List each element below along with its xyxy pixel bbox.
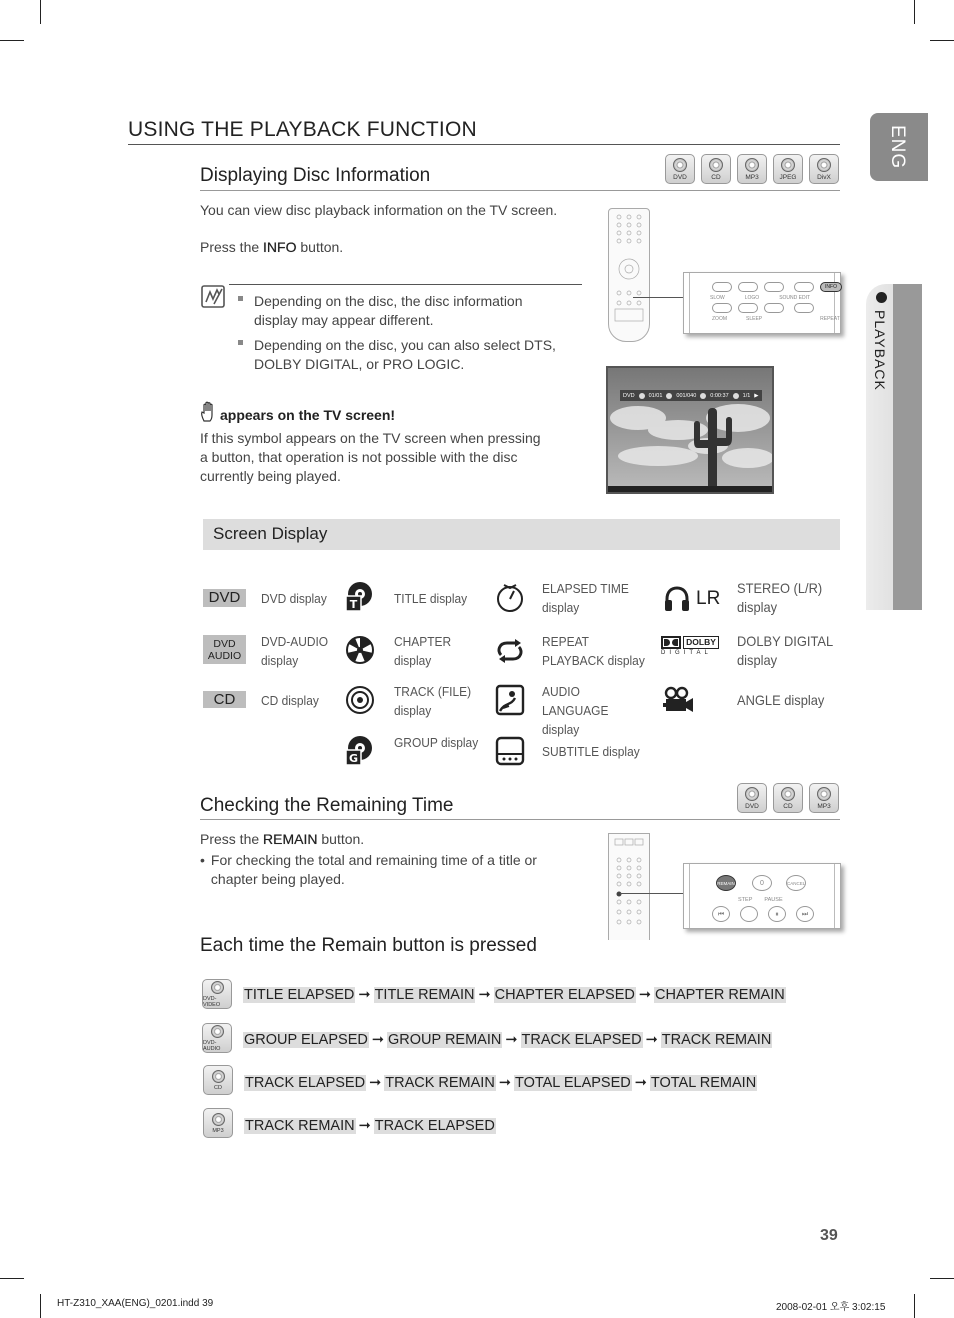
dvd-audio-badge: DVD AUDIO [203, 635, 246, 664]
sequence-row-cd: TRACK ELAPSED ➞ TRACK REMAIN ➞ TOTAL ELAPSED ➞ TOTAL REMAIN [245, 1075, 757, 1091]
screen-display-item-angle: ANGLE display [737, 692, 825, 708]
elapsed-time-icon [495, 582, 525, 619]
disc-info-intro: You can view disc playback information on the TV screen. [200, 202, 558, 218]
screen-display-item-dvd-audio: DVD-AUDIO display [261, 634, 329, 668]
screen-display-item-dvd: DVD display [261, 591, 327, 606]
angle-icon [663, 686, 695, 719]
callout-line [633, 297, 685, 298]
repeat-icon [495, 637, 525, 670]
screen-display-heading: Screen Display [213, 524, 328, 543]
dvd-audio-badge-icon: DVD-AUDIO [202, 1023, 232, 1053]
sequence-row-dvd-video: TITLE ELAPSED ➞ TITLE REMAIN ➞ CHAPTER ELAPSED ➞ CHAPTER REMAIN [244, 987, 785, 1003]
track-icon [345, 685, 375, 720]
screen-display-item-repeat: REPEAT PLAYBACK display [542, 634, 645, 668]
note-item: Depending on the disc, the disc information display may appear different. [238, 292, 558, 330]
footer-timestamp: 2008-02-01 오후 3:02:15 [776, 1302, 886, 1313]
crop-mark [914, 0, 915, 24]
remote-closeup-remain: REMAIN 0 CANCEL STEP PAUSE ⏮ ⏸ ⏭ [683, 863, 841, 929]
dvd-video-badge-icon: DVD-VIDEO [202, 979, 232, 1009]
page-number: 39 [820, 1227, 838, 1244]
screen-display-item-stereo: STEREO (L/R) display [737, 580, 823, 615]
crop-mark [914, 1294, 915, 1318]
screen-display-item-subtitle: SUBTITLE display [542, 744, 640, 759]
language-tab [870, 113, 928, 181]
cd-badge-icon: CD [701, 154, 731, 184]
disc-info-heading: Displaying Disc Information [200, 165, 431, 186]
cd-badge-icon: CD [203, 1065, 233, 1095]
crop-mark [930, 1278, 954, 1279]
remote-control-image [608, 833, 650, 940]
mp3-badge-icon: MP3 [737, 154, 767, 184]
tv-osd-bar: DVD 01/01 001/040 0:00:37 1/1 ▶ [620, 390, 762, 401]
remaining-time-badges [737, 783, 839, 813]
screen-display-item-track: TRACK (FILE) display [394, 684, 472, 718]
screen-display-item-title: TITLE display [394, 591, 468, 606]
svg-text:T: T [349, 598, 358, 611]
note-icon [200, 285, 228, 309]
dvd-badge: DVD [203, 589, 246, 607]
divx-badge-icon: DivX [809, 154, 839, 184]
cd-badge: CD [203, 691, 246, 708]
crop-mark [0, 40, 24, 41]
press-remain-instruction: Press the REMAIN button. [200, 831, 365, 847]
dvd-badge-icon: DVD [737, 783, 767, 813]
remaining-time-heading: Checking the Remaining Time [200, 795, 454, 816]
section-label [870, 292, 894, 402]
chapter-icon [345, 634, 375, 671]
mp3-badge-icon: MP3 [809, 783, 839, 813]
section-label-text: PLAYBACK [872, 310, 888, 391]
cd-badge-icon: CD [773, 783, 803, 813]
stereo-icon [663, 585, 691, 618]
remaining-time-rule [200, 819, 840, 820]
dvd-badge-icon: DVD [665, 154, 695, 184]
callout-line [620, 893, 685, 894]
disc-info-badges [665, 154, 839, 184]
remote-closeup-info: INFO SLOW LOGO SOUND EDIT ZOOM SLEEP REPEAT [683, 272, 841, 334]
hand-title: appears on the TV screen! [220, 407, 396, 423]
subtitle-icon [495, 736, 525, 771]
crop-mark [0, 1278, 24, 1279]
screen-display-item-elapsed-time: ELAPSED TIME display [542, 581, 629, 615]
footer-file-info: HT-Z310_XAA(ENG)_0201.indd 39 [57, 1298, 214, 1309]
disc-info-rule [200, 190, 840, 191]
hand-description: If this symbol appears on the TV screen when pressing a button, that operation is not possible with the disc currently being played. [200, 430, 541, 484]
remain-bullet: • For checking the total and remaining time of a title or chapter being played. [200, 852, 537, 887]
audio-language-icon [495, 684, 525, 721]
language-label: ENG [887, 125, 908, 170]
section-tab-stripe [893, 284, 922, 610]
screen-display-heading-bar [203, 519, 840, 550]
group-icon [345, 734, 375, 771]
stereo-icon-text: LR [696, 588, 721, 609]
title-icon [345, 580, 375, 617]
svg-text:G: G [348, 752, 359, 765]
screen-display-item-dolby: DOLBY DIGITAL display [737, 633, 833, 668]
tv-screen-image [606, 366, 774, 494]
hand-icon [200, 401, 220, 423]
screen-display-item-cd: CD display [261, 693, 319, 708]
page-title: USING THE PLAYBACK FUNCTION [128, 118, 477, 141]
screen-display-item-audio-language: AUDIO LANGUAGE display [542, 684, 609, 737]
jpeg-badge-icon: JPEG [773, 154, 803, 184]
press-info-instruction: Press the INFO button. [200, 239, 344, 255]
crop-mark [930, 40, 954, 41]
sequence-row-dvd-audio: GROUP ELAPSED ➞ GROUP REMAIN ➞ TRACK ELAPSED ➞ TRACK REMAIN [244, 1032, 772, 1048]
mp3-badge-icon: MP3 [203, 1108, 233, 1138]
note-item: Depending on the disc, you can also select DTS, DOLBY DIGITAL, or PRO LOGIC. [238, 336, 558, 374]
crop-mark [40, 0, 41, 24]
remain-button-icon: REMAIN [716, 875, 736, 891]
info-button-icon: INFO [820, 282, 842, 292]
sequence-row-mp3: TRACK REMAIN ➞ TRACK ELAPSED [245, 1118, 495, 1134]
each-time-heading: Each time the Remain button is pressed [200, 935, 537, 956]
screen-display-item-chapter: CHAPTER display [394, 634, 452, 668]
bullet-dot-icon [876, 292, 887, 303]
note-rule [229, 284, 582, 285]
dolby-icon: DOLBY DIGITAL [661, 635, 719, 659]
screen-display-item-group: GROUP display [394, 735, 479, 750]
remote-control-image [608, 208, 650, 342]
title-rule [128, 144, 840, 145]
crop-mark [40, 1294, 41, 1318]
